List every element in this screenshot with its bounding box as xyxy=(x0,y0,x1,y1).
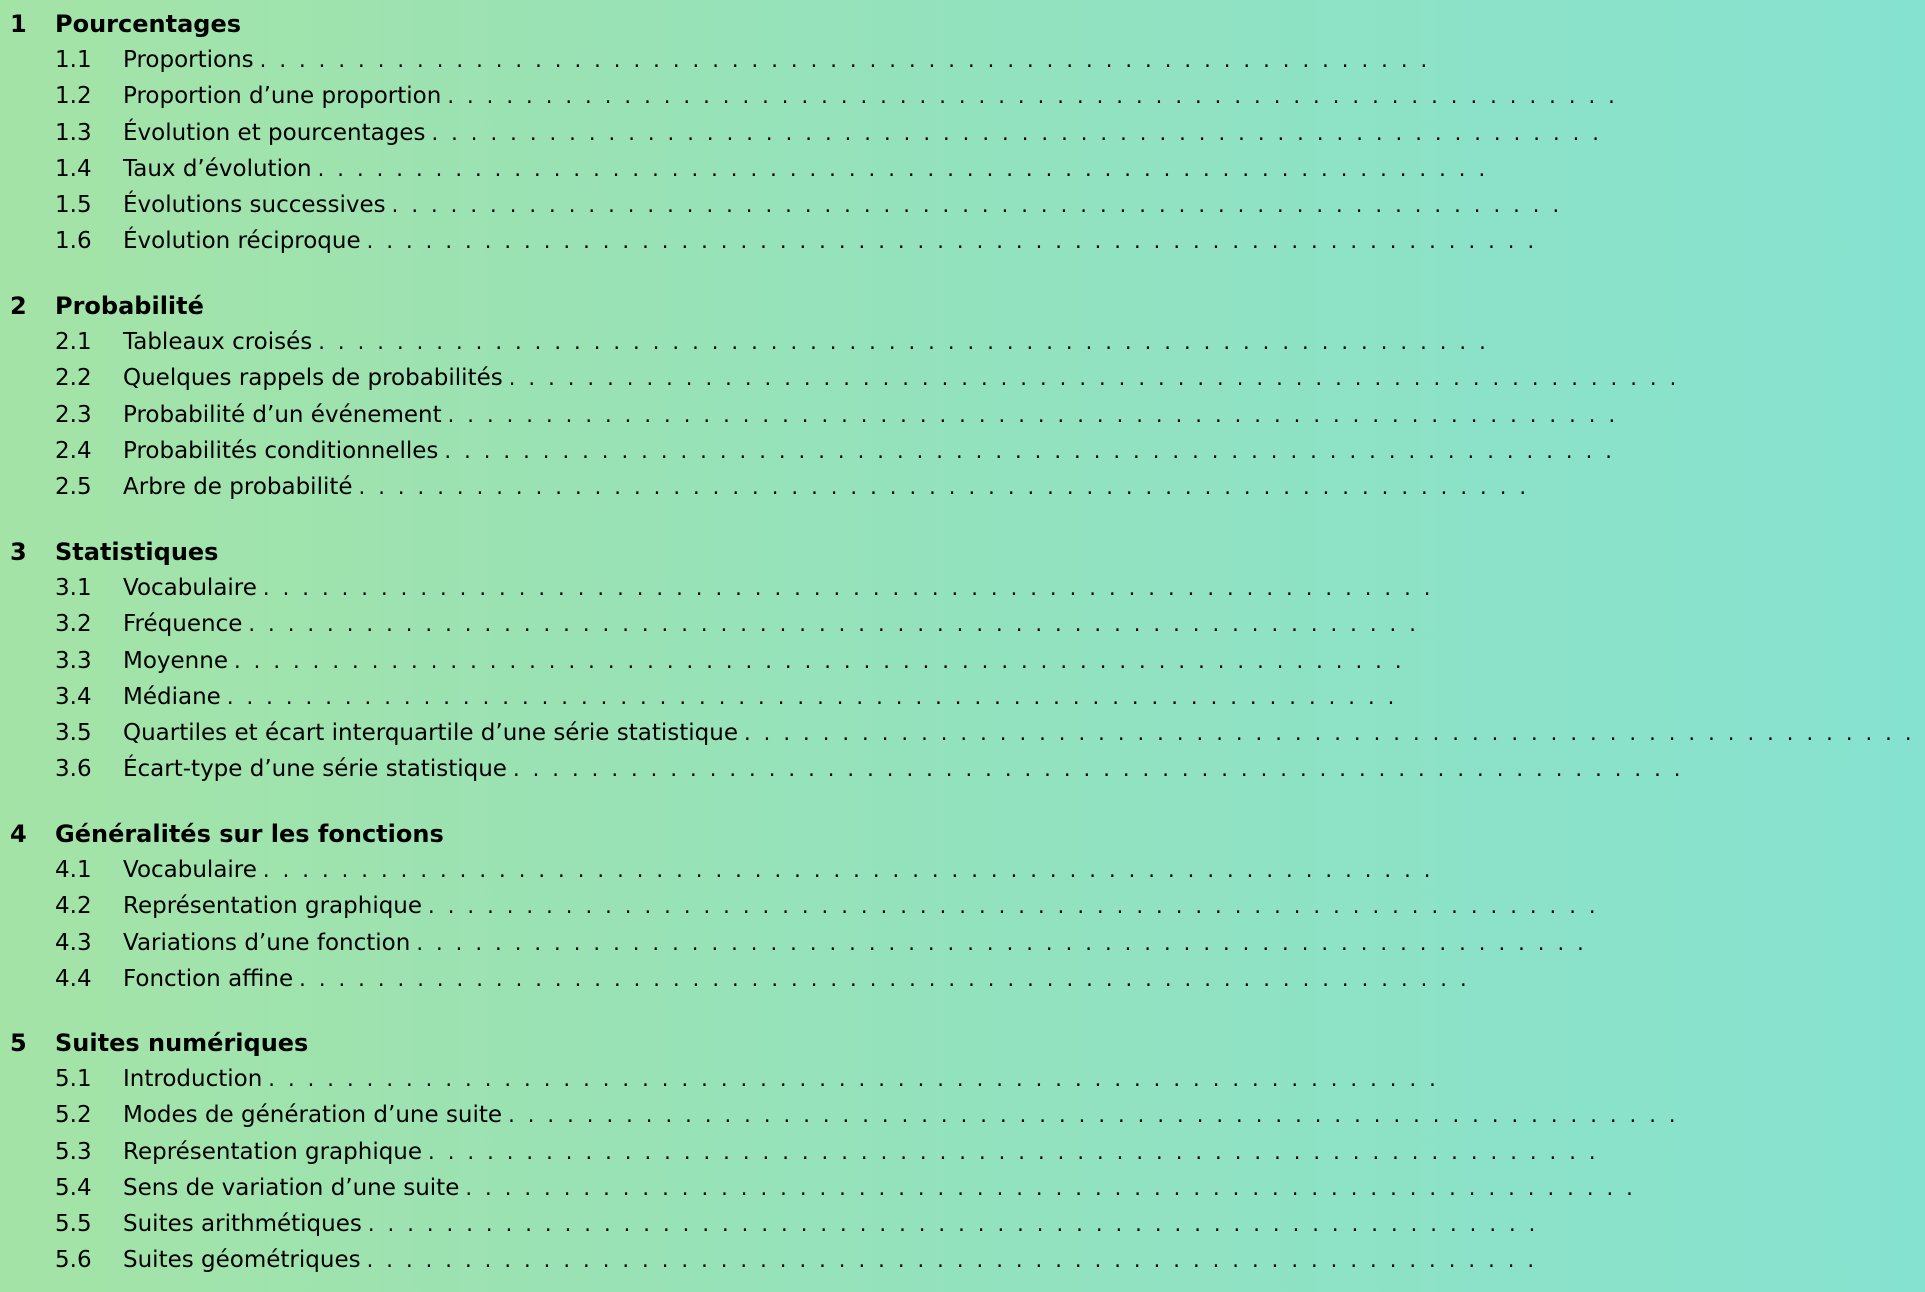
entry-number: 1.6 xyxy=(55,228,92,255)
entry-title: Évolution réciproque xyxy=(123,228,361,255)
entry-title: Quartiles et écart interquartile d’une série statistique xyxy=(123,720,738,747)
dot-leader: ............................................................ xyxy=(262,576,1444,600)
entry-title: Proportion d’une proportion xyxy=(123,83,442,110)
section-number: 1 xyxy=(10,10,27,38)
entry-title: Représentation graphique xyxy=(123,1138,423,1165)
entry-number: 3.4 xyxy=(55,683,92,710)
entry-number: 3.3 xyxy=(55,647,92,674)
entry-number: 3.2 xyxy=(55,611,92,638)
entry-title: Évolutions successives xyxy=(123,192,386,219)
dot-leader: ............................................................ xyxy=(447,402,1629,427)
dot-leader: ............................................................ xyxy=(447,84,1628,109)
toc-entry[interactable] xyxy=(0,324,1499,360)
toc-entry[interactable] xyxy=(0,1061,1449,1097)
entry-title: Tableaux croisés xyxy=(123,329,313,355)
entry-number: 3.5 xyxy=(55,720,92,747)
toc-entry[interactable] xyxy=(0,42,1441,78)
entry-number: 3.1 xyxy=(55,575,92,601)
entry-number: 1.3 xyxy=(55,119,92,146)
toc-entry[interactable] xyxy=(0,187,1573,223)
toc-entry[interactable] xyxy=(0,715,1925,751)
toc-entry[interactable] xyxy=(0,570,1444,606)
entry-title: Arbre de probabilité xyxy=(123,474,353,501)
toc-entry[interactable] xyxy=(0,679,1408,715)
dot-leader: ............................................................ xyxy=(259,48,1441,72)
entry-title: Vocabulaire xyxy=(123,857,257,883)
entry-title: Quelques rappels de probabilités xyxy=(123,365,503,392)
section-number: 4 xyxy=(10,820,27,848)
entry-title: Probabilité d’un événement xyxy=(123,401,442,428)
toc-entry[interactable] xyxy=(0,961,1480,997)
dot-leader: ............................................................ xyxy=(233,648,1415,673)
dot-leader: ............................................................ xyxy=(431,120,1612,145)
section-title: Généralités sur les fonctions xyxy=(55,820,444,848)
toc-entry[interactable] xyxy=(0,433,1625,469)
entry-number: 3.6 xyxy=(55,756,92,783)
entry-title: Taux d’évolution xyxy=(123,155,312,182)
entry-title: Représentation graphique xyxy=(123,893,423,920)
toc-entry[interactable] xyxy=(0,151,1499,187)
entry-number: 2.1 xyxy=(55,329,92,355)
entry-number: 2.4 xyxy=(55,437,92,464)
dot-leader: ............................................................ xyxy=(366,229,1548,254)
entry-number: 2.5 xyxy=(55,474,92,501)
entry-number: 5.6 xyxy=(55,1247,92,1274)
entry-title: Variations d’une fonction xyxy=(123,929,411,956)
dot-leader: ............................................................ xyxy=(262,858,1444,882)
dot-leader: ............................................................ xyxy=(318,330,1499,354)
toc-entry[interactable] xyxy=(0,78,1628,114)
dot-leader: ............................................................ xyxy=(358,475,1540,500)
toc-entry[interactable] xyxy=(0,925,1597,961)
entry-title: Proportions xyxy=(123,47,254,73)
entry-title: Fréquence xyxy=(123,611,243,638)
section-heading[interactable] xyxy=(0,1025,768,1061)
entry-number: 5.1 xyxy=(55,1066,92,1092)
entry-title: Suites arithmétiques xyxy=(123,1211,362,1238)
dot-leader: ............................................................ xyxy=(299,966,1480,991)
toc-entry[interactable] xyxy=(0,1134,1609,1170)
dot-leader: ............................................................ xyxy=(226,684,1408,709)
entry-title: Écart-type d’une série statistique xyxy=(123,756,507,783)
toc-entry[interactable] xyxy=(0,1206,1549,1242)
section-title: Statistiques xyxy=(55,538,219,566)
toc-entry[interactable] xyxy=(0,1097,1689,1133)
entry-number: 4.4 xyxy=(55,965,92,992)
dot-leader: ............................................................ xyxy=(512,757,1694,782)
dot-leader: ............................................................ xyxy=(744,721,1925,746)
section-number: 3 xyxy=(10,538,27,566)
toc-entry[interactable] xyxy=(0,223,1548,259)
entry-number: 1.4 xyxy=(55,155,92,182)
section-number: 2 xyxy=(10,292,27,320)
section-title: Probabilité xyxy=(55,292,204,320)
section-title: Suites numériques xyxy=(55,1029,309,1057)
entry-title: Fonction affine xyxy=(123,965,294,992)
entry-number: 5.5 xyxy=(55,1211,92,1238)
entry-title: Moyenne xyxy=(123,647,228,674)
entry-title: Modes de génération d’une suite xyxy=(123,1102,503,1129)
entry-title: Sens de variation d’une suite xyxy=(123,1174,460,1201)
entry-number: 4.2 xyxy=(55,893,92,920)
toc-entry[interactable] xyxy=(0,606,1429,642)
entry-number: 1.2 xyxy=(55,83,92,110)
entry-number: 1.1 xyxy=(55,47,92,73)
entry-number: 4.3 xyxy=(55,929,92,956)
dot-leader: ............................................................ xyxy=(508,366,1690,391)
toc-entry[interactable] xyxy=(0,1170,1646,1206)
toc-entry[interactable] xyxy=(0,397,1629,433)
dot-leader: ............................................................ xyxy=(391,193,1573,218)
entry-title: Suites géométriques xyxy=(123,1247,361,1274)
section-heading[interactable] xyxy=(0,816,768,852)
dot-leader: ............................................................ xyxy=(268,1067,1449,1091)
toc-entry[interactable] xyxy=(0,115,1612,151)
entry-number: 5.2 xyxy=(55,1102,92,1129)
entry-title: Évolution et pourcentages xyxy=(123,119,426,146)
section-heading[interactable] xyxy=(0,288,768,324)
dot-leader: ............................................................ xyxy=(248,612,1429,637)
toc-entry[interactable] xyxy=(0,360,1690,396)
toc-entry[interactable] xyxy=(0,888,1609,924)
entry-title: Médiane xyxy=(123,683,221,710)
dot-leader: ............................................................ xyxy=(508,1103,1689,1128)
section-heading[interactable] xyxy=(0,534,768,570)
dot-leader: ............................................................ xyxy=(428,1139,1609,1164)
dot-leader: ............................................................ xyxy=(367,1212,1549,1237)
toc-entry[interactable] xyxy=(0,852,1444,888)
toc-entry[interactable] xyxy=(0,751,1694,787)
section-number: 5 xyxy=(10,1029,27,1057)
toc-entry[interactable] xyxy=(0,643,1415,679)
entry-title: Introduction xyxy=(123,1066,263,1092)
entry-number: 4.1 xyxy=(55,857,92,883)
dot-leader: ............................................................ xyxy=(317,156,1499,181)
entry-number: 2.2 xyxy=(55,365,92,392)
entry-number: 5.3 xyxy=(55,1138,92,1165)
dot-leader: ............................................................ xyxy=(416,930,1597,955)
toc-entry[interactable] xyxy=(0,1242,1548,1278)
entry-number: 2.3 xyxy=(55,401,92,428)
toc-entry[interactable] xyxy=(0,469,1540,505)
dot-leader: ............................................................ xyxy=(366,1248,1548,1273)
entry-number: 5.4 xyxy=(55,1174,92,1201)
dot-leader: ............................................................ xyxy=(444,438,1625,463)
section-heading[interactable] xyxy=(0,6,768,42)
dot-leader: ............................................................ xyxy=(428,894,1609,919)
section-title: Pourcentages xyxy=(55,10,241,38)
dot-leader: ............................................................ xyxy=(465,1175,1646,1200)
entry-title: Probabilités conditionnelles xyxy=(123,437,439,464)
entry-number: 1.5 xyxy=(55,192,92,219)
entry-title: Vocabulaire xyxy=(123,575,257,601)
